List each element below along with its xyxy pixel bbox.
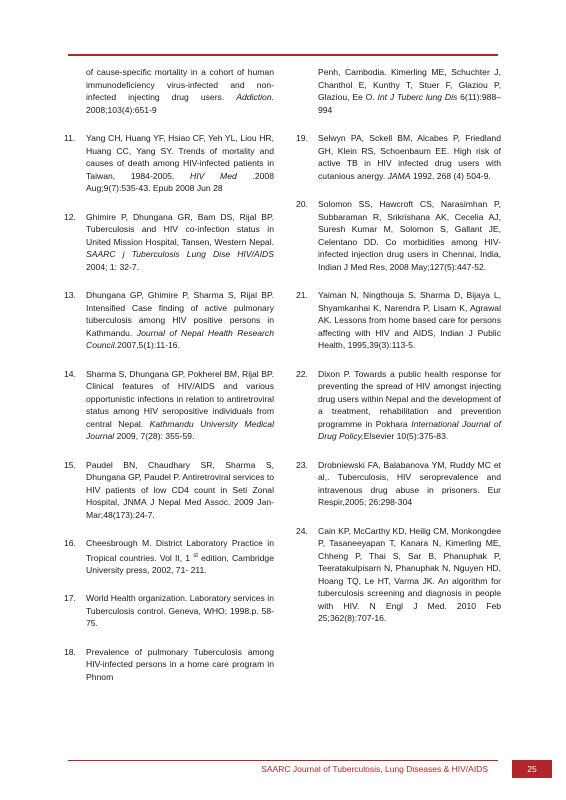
ref-number: 16. bbox=[64, 538, 76, 548]
ref-text: Yaiman N, Ningthouja S, Sharma D, Bijaya L, Shyamkanhai K, Narendra P, Lisam K, Agrawal AK. Lessons from home based care for persons affecting with HIV and AIDS, Indian J Public Health, 1995,39(3):113-5. bbox=[318, 290, 501, 350]
ref-journal: Journal of Nepal Health Research Council. bbox=[86, 327, 274, 350]
ref-text: World Health organization. Laboratory services in Tuberculosis control. Geneva, WHO; 1998.p. 58-75. bbox=[86, 593, 274, 629]
ref-journal: Addiction. bbox=[236, 92, 274, 102]
ref-number: 12. bbox=[64, 211, 76, 222]
ref-journal: SAARC j Tuberculosis Lung Dise HIV/AIDS bbox=[86, 249, 274, 259]
ref-citation: .2008 Aug;9(7):535-43. Epub 2008 Jun 28 bbox=[86, 170, 274, 193]
reference-continuation bbox=[64, 66, 274, 116]
header-rule bbox=[68, 54, 498, 56]
ref-text: Penh, Cambodia. Kimerling ME, Schuchter J, Chanthol E, Kunthy T, Stuer F, Glaziou P, Glaziou, Ee O. bbox=[318, 67, 501, 102]
ref-text: Solomon SS, Hawcroft CS, Narasimhan P, Subbaraman R, Srikrishana AK, Cecelia AJ, Suresh Kumar M, Solomon S, Gallant JE, Celentano DD. Co morbidities among HIV-infected injection drug users in Chennai, India, Indian J Med Res, 2008 May;127(5):447-52. bbox=[318, 199, 501, 272]
ref-citation: Elsevier 10(5):375-83. bbox=[363, 431, 449, 441]
reference-21 bbox=[296, 289, 501, 352]
reference-22 bbox=[296, 368, 501, 443]
page-number: 25 bbox=[512, 760, 552, 778]
ref-journal: International Journal of Drug Policy, bbox=[318, 418, 501, 441]
ref-journal: JAMA bbox=[387, 170, 411, 181]
ref-text: of cause-specific mortality in a cohort of human immunodeficiency virus-infected and non-infected injecting drug users. bbox=[86, 67, 274, 102]
ref-journal: HIV Med bbox=[190, 170, 237, 181]
reference-continuation bbox=[296, 66, 501, 116]
reference-20 bbox=[296, 198, 501, 273]
ref-text: Cain KP, McCarthy KD, Heilig CM, Monkongdee P, Tasaneeyapan T, Kanara N, Kimerling ME, Chheng P, Thai S, Sar B, Phanuphak P, Teeratakulpisarn N, Phanuphak N, Nguyen HD, Hoang TQ, Le HT, Varma JK. An algorithm for tuberculosis screening and diagnosis in people with HIV. N Engl J Med. 2010 Feb 25;362(8):707-16. bbox=[318, 525, 501, 623]
footer-journal-title: SAARC Journal of Tuberculosis, Lung Diseases & HIV/AIDS bbox=[261, 764, 488, 774]
ref-text: Drobniewski FA, Balabanova YM, Ruddy MC et al,. Tuberculosis, HIV seroprevalence and intravenous drug abuse in prisoners. Eur Respir,2005; 26:298-304 bbox=[318, 459, 501, 507]
ref-text: Cheesbrough M. District Laboratory Practice in Tropical countries. Vol II, 1 bbox=[86, 538, 274, 563]
ref-superscript: st bbox=[193, 552, 198, 559]
ref-citation: 2004; 1: 32-7. bbox=[86, 261, 140, 272]
ref-number: 20. bbox=[296, 199, 308, 209]
ref-text: Paudel BN, Chaudhary SR, Sharma S, Dhungana GP, Paudel P. Antiretroviral services to HIV patients of low CD4 count in Seti Zonal Hospital, JNMA J Nepal Med Assoc. 2009 Jan-Mar;48(173):24-7. bbox=[86, 459, 274, 520]
ref-number: 24. bbox=[296, 525, 308, 536]
reference-17 bbox=[64, 592, 274, 630]
ref-text: Yang CH, Huang YF, Hsiao CF, Yeh YL, Liou HR, Huang CC, Yang SY. Trends of mortality and causes of death among HIV-infected patients in Taiwan, 1984-2005. bbox=[86, 133, 274, 181]
reference-13 bbox=[64, 289, 274, 352]
ref-number: 11. bbox=[64, 133, 76, 143]
ref-text: Selwyn PA, Sckell BM, Alcabes P, Friedland GH, Klein RS, Schoenbaum EE. High risk of active TB in HIV infected drug users with cutanious anergy. bbox=[318, 133, 501, 181]
ref-number: 17. bbox=[64, 593, 76, 604]
reference-11 bbox=[64, 132, 274, 195]
ref-text: Ghimire P, Dhungana GR, Bam DS, Rijal BP. Tuberculosis and HIV co-infection status in United Mission Hospital, Tansen, Western Nepal. bbox=[86, 211, 274, 247]
ref-number: 23. bbox=[296, 459, 308, 470]
reference-23 bbox=[296, 459, 501, 509]
ref-number: 21. bbox=[296, 290, 308, 300]
reference-14 bbox=[64, 368, 274, 443]
ref-citation: edition, Cambridge University press, 2002, 71- 211. bbox=[86, 552, 274, 575]
ref-number: 13. bbox=[64, 290, 76, 300]
reference-24 bbox=[296, 525, 501, 625]
ref-citation: 2009, 7(28): 355-59. bbox=[116, 431, 195, 441]
references-left-column bbox=[64, 66, 274, 683]
ref-number: 19. bbox=[296, 133, 308, 143]
ref-text: Dhungana GP, Ghimire P, Sharma S, Rijal BP. Intensified Case finding of active pulmonary tuberculosis among HIV positive persons in Kathmandu. bbox=[86, 290, 274, 338]
reference-16 bbox=[64, 537, 274, 576]
reference-19 bbox=[296, 132, 501, 182]
ref-citation: 2008;103(4):651-9 bbox=[86, 104, 157, 115]
reference-12 bbox=[64, 211, 274, 274]
reference-18 bbox=[64, 646, 274, 684]
ref-citation: 2007,5(1):11-16. bbox=[117, 340, 180, 350]
ref-number: 22. bbox=[296, 368, 308, 379]
ref-journal: Kathmandu University Medical Journal bbox=[86, 418, 274, 441]
ref-text: Prevalence of pulmonary Tuberculosis among HIV-infected persons in a home care program in Phnom bbox=[86, 646, 274, 682]
references-right-column bbox=[296, 66, 501, 625]
ref-number: 18. bbox=[64, 646, 76, 657]
ref-number: 14. bbox=[64, 368, 76, 379]
reference-15 bbox=[64, 459, 274, 522]
ref-citation: 1992, 268 (4) 504-9. bbox=[412, 170, 491, 181]
ref-text: Sharma S, Dhungana GP, Pokherel BM, Rijal BP. Clinical features of HIV/AIDS and various opportunistic infections in relation to antiretroviral status among HIV seropositive individuals from central Nepal. bbox=[86, 368, 274, 429]
footer-rule bbox=[68, 760, 498, 761]
ref-journal: Int J Tuberc lung Dis bbox=[377, 92, 458, 102]
ref-number: 15. bbox=[64, 459, 76, 470]
ref-citation: 6(11):988–994 bbox=[318, 92, 502, 115]
ref-text: Dixon P. Towards a public health response for preventing the spread of HIV amongst injecting drug users within Nepal and the development of a treatment, rehabilitation and prevention programme in Pokhara bbox=[318, 368, 501, 429]
